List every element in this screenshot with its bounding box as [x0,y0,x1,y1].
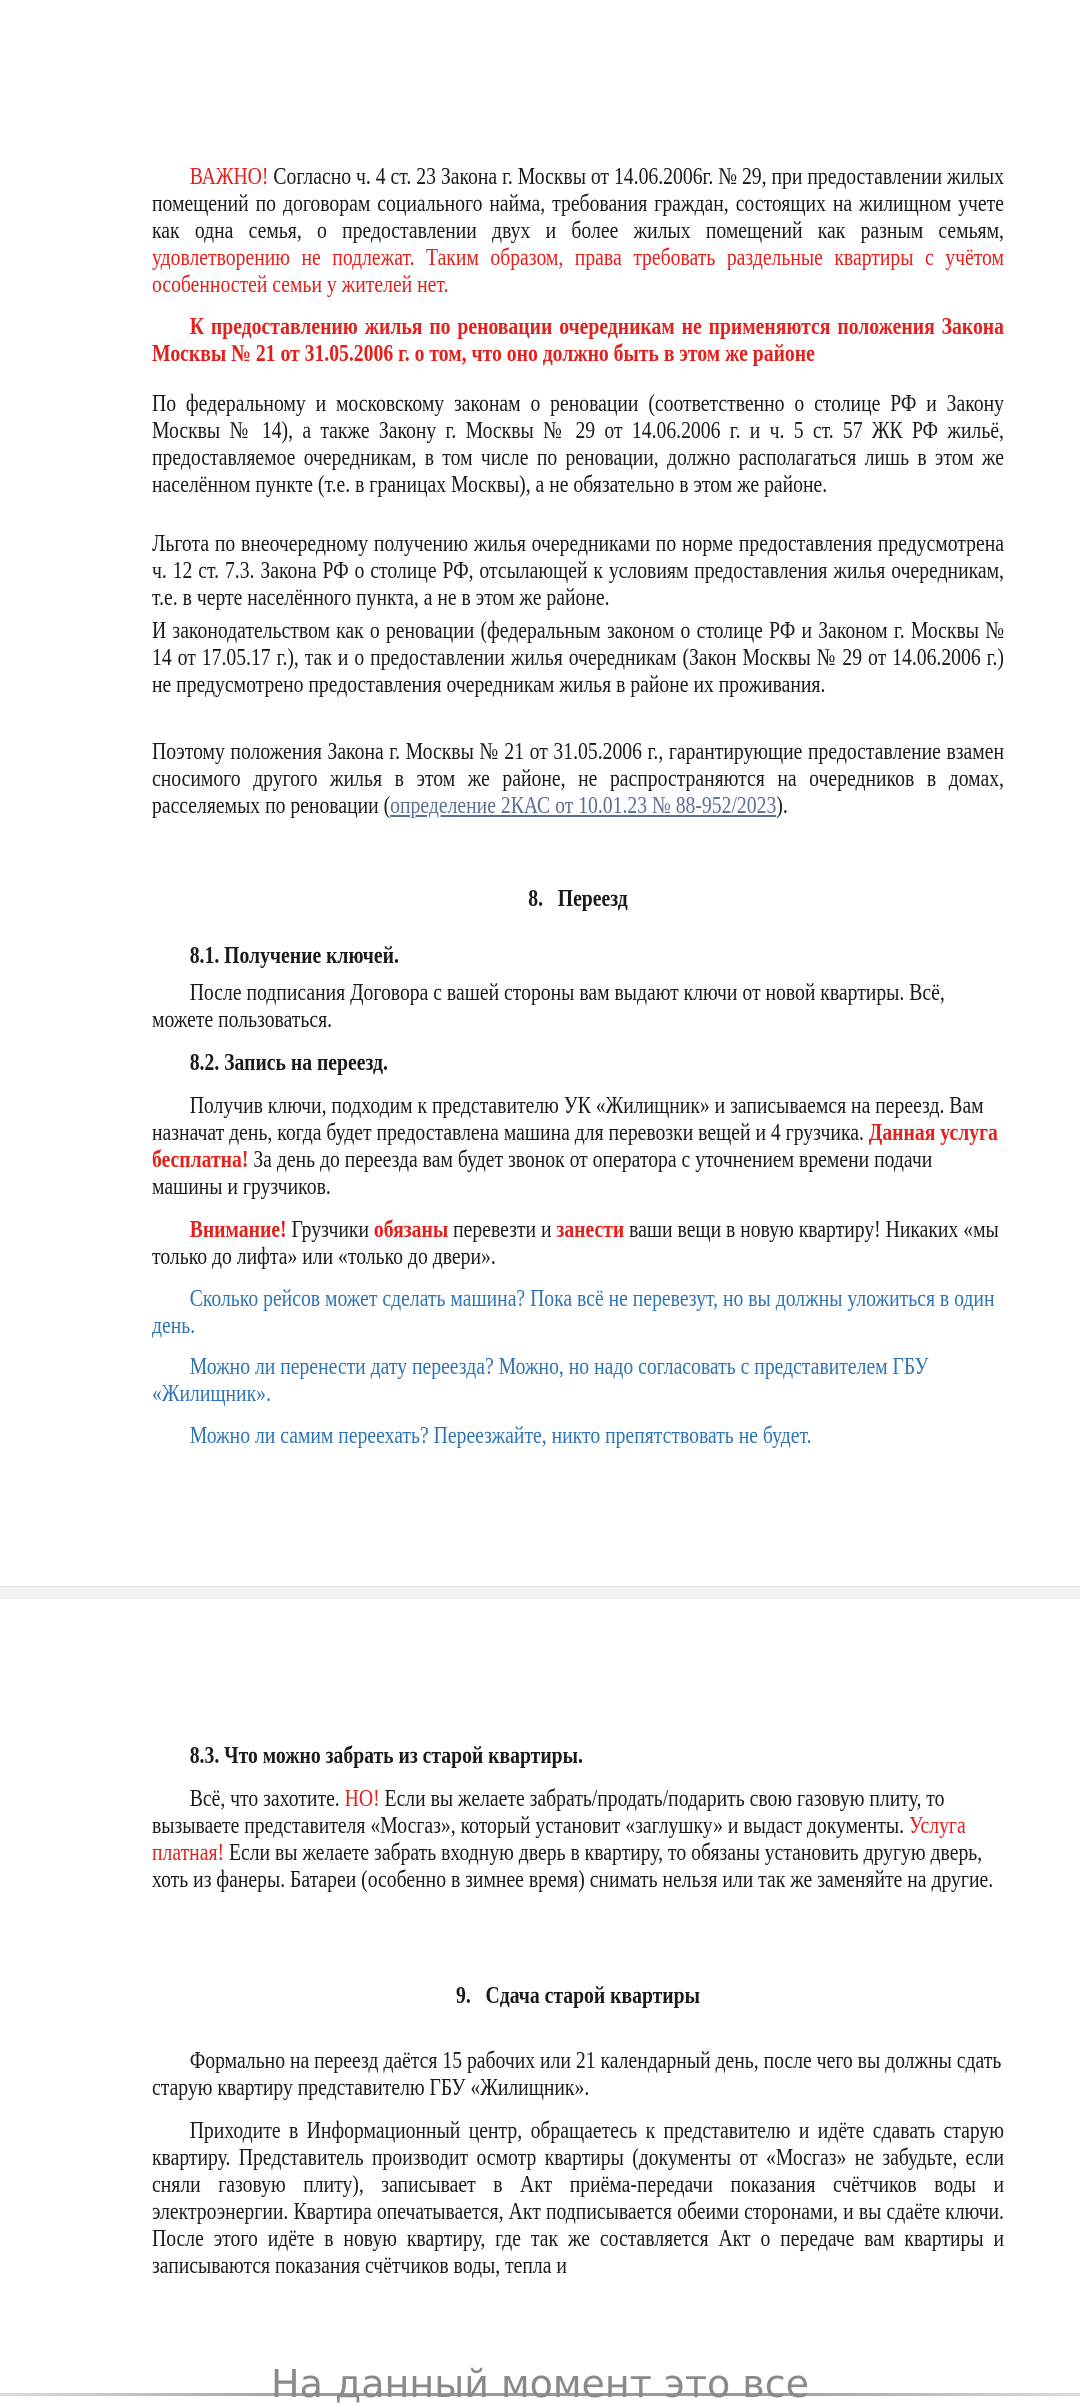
att-text-3: ваши вещи в новую квартиру! Никаких «мы только до лифта» или «только до двери». [152,1217,999,1270]
section-9-paragraph-1: Формально на переезд даётся 15 рабочих или 21 календарный день, после чего вы должны сдать старую квартиру представителю ГБУ «Жилищник». [152,2048,1002,2101]
but-label: НО! [344,1786,380,1812]
notice-red-text: удовлетворению не подлежат. Таким образом, права требовать раздельные квартиры с учётом особенностей семьи у жителей нет. [152,245,1004,298]
faq-item: Сколько рейсов может сделать машина? Пока всё не перевезут, но вы должны уложиться в один день. [152,1286,995,1339]
section-9-paragraph-2: Приходите в Информационный центр, обращаетесь к представителю и идёте сдавать старую квартиру. Представитель производит осмотр квартиры (документы от «Мосгаз» не забудьте, если сняли газовую плиту), записывает в Акт приёма-передачи показания счётчиков воды и электроэнергии. Квартира опечатывается, Акт подписывается обеими сторонами, и вы сдаёте ключи. После этого идёте в новую квартиру, где так же составляется Акт о передаче вам квартиры и записываются показания счётчиков воды, тепла и [152,2118,1004,2279]
paragraph-therefore [152,739,1004,820]
paid-service-label: Услуга платная! [152,1813,966,1866]
s83-text-2: Если вы желаете забрать/продать/подарить свою газовую плиту, то вызываете представителя «Мосгаз», который установит «заглушку» и выдаст документы. [152,1786,945,1839]
attention-label: Внимание! [189,1217,287,1243]
s83-text-3: Если вы желаете забрать входную дверь в квартиру, то обязаны установить другую дверь, хоть из фанеры. Батареи (особенно в зимнее время) снимать нельзя или так же заменяйте на другие. [152,1840,994,1893]
section-8-3-text [152,1786,1004,1894]
important-label: ВАЖНО! [189,164,269,190]
notice-text: Согласно ч. 4 ст. 23 Закона г. Москвы от 14.06.2006г. № 29, при предоставлении жилых помещений по договорам социального найма, требования граждан, состоящих на жилищном учете как одна семья, о предоставлении двух и более жилых помещений как разным семьям, [152,164,1004,244]
section-8-title: 8. Переезд [528,886,628,912]
faq-item: Можно ли самим переехать? Переезжайте, никто препятствовать не будет. [189,1423,812,1449]
end-of-content-message: На данный момент это все [271,2362,809,2406]
free-service-label: Данная услуга бесплатна! [152,1120,998,1173]
section-8-2-title: 8.2. Запись на переезд. [189,1050,388,1076]
carry-label: занести [556,1217,625,1243]
must-label: обязаны [373,1217,449,1243]
bold-red-notice: К предоставлению жилья по реновации очередникам не применяются положения Закона Москвы № 21 от 31.05.2006 г. о том, что оно должно быть в этом же районе [152,314,1004,367]
att-text-1: Грузчики [286,1217,374,1243]
s82-text-1: Получив ключи, подходим к представителю УК «Жилищник» и записываемся на переезд. Вам назначат день, когда будет предоставлена машина для перевозки вещей и 4 грузчика. [152,1093,984,1146]
court-ruling-link[interactable]: определение 2КАС от 10.01.23 № 88-952/2023 [390,793,777,819]
page-separator [0,1586,1080,1600]
paragraph-benefit: Льгота по внеочередному получению жилья очередниками по норме предоставления предусмотрена ч. 12 ст. 7.3. Закона РФ о столице РФ, отсылающей к условиям предоставления жилья очередникам, т.е. в черте населённого пункта, а не в этом же районе. [152,531,1004,611]
att-text-2: перевезти и [448,1217,557,1243]
s82-text-2: За день до переезда вам будет звонок от оператора с уточнением времени подачи машины и грузчиков. [152,1147,933,1200]
page-viewport-clip [0,2118,1080,2279]
paragraph-legislation: И законодательством как о реновации (федеральным законом о столице РФ и Законом г. Москвы № 14 от 17.05.17 г.), так и о предоставлении жилья очередникам (Закон Москвы № 29 от 14.06.2006 г.) не предусмотрено предоставления очередникам жилья в районе их проживания. [152,618,1004,698]
s83-text-1: Всё, что захотите. [189,1786,345,1812]
therefore-text: Поэтому положения Закона г. Москвы № 21 от 31.05.2006 г., гарантирующие предоставление взамен сносимого другого жилья в этом же районе, не распространяются на очередников в домах, расселяемых по реновации ( [152,739,1004,819]
section-8-1-title: 8.1. Получение ключей. [189,943,399,969]
therefore-end: ). [776,793,788,819]
section-8-1-text: После подписания Договора с вашей стороны вам выдают ключи от новой квартиры. Всё, можете пользоваться. [152,980,945,1033]
attention-paragraph [152,1217,1004,1271]
section-8-2-text [152,1093,1004,1201]
section-8-3-title: 8.3. Что можно забрать из старой квартиры. [189,1743,583,1769]
important-notice [152,164,1004,299]
section-9-title: 9. Сдача старой квартиры [456,1983,700,2009]
paragraph-federal: По федеральному и московскому законам о реновации (соответственно о столице РФ и Закону Москвы № 14), а также Закону г. Москвы № 29 от 14.06.2006 г. и ч. 5 ст. 57 ЖК РФ жильё, предоставляемое очередникам, в том числе по реновации, должно располагаться лишь в этом же населённом пункте (т.е. в границах Москвы), а не обязательно в этом же районе. [152,391,1004,498]
faq-item: Можно ли перенести дату переезда? Можно, но надо согласовать с представителем ГБУ «Жилищник». [152,1354,929,1407]
